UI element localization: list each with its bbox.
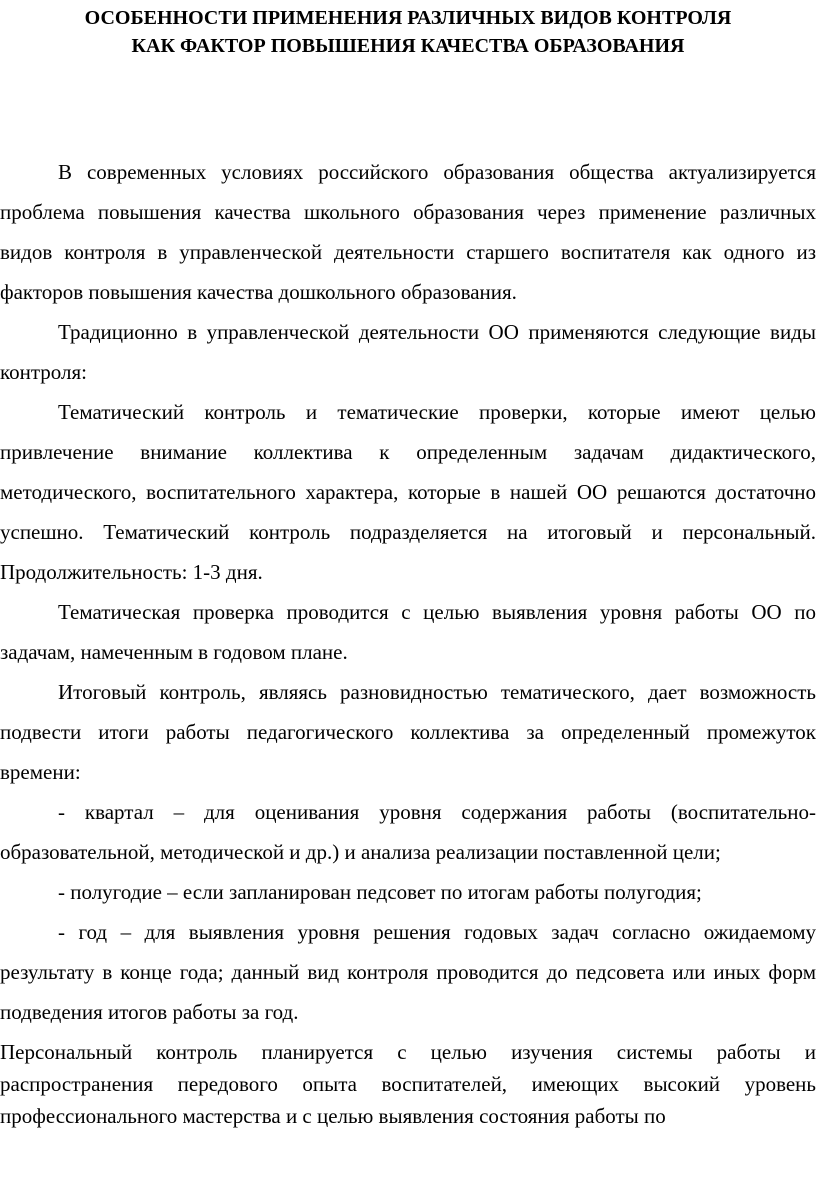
list-item-half-year: - полугодие – если запланирован педсовет по итогам работы полугодия; [58, 880, 702, 904]
paragraph-final-control: Итоговый контроль, являясь разновидностью тематического, дает возможность подвести итоги работы педагогического коллектива за определенный промежуток времени: [0, 680, 816, 784]
paragraph-control-types: Традиционно в управленческой деятельности ОО применяются следующие виды контроля: [0, 320, 816, 384]
paragraph-intro: В современных условиях российского образования общества актуализируется проблема повышения качества школьного образования через применение различных видов контроля в управленческой деятельности старшего воспитателя как одного из факторов повышения качества дошкольного образования. [0, 160, 816, 304]
document-body [0, 152, 816, 1132]
document-title [0, 4, 816, 60]
paragraph-thematic-control: Тематический контроль и тематические проверки, которые имеют целью привлечение внимание коллектива к определенным задачам дидактического, методического, воспитательного характера, которые в нашей ОО решаются достаточно успешно. Тематический контроль подразделяется на итоговый и персональный. Продолжительность: 1-3 дня. [0, 400, 816, 584]
title-line-1: ОСОБЕННОСТИ ПРИМЕНЕНИЯ РАЗЛИЧНЫХ ВИДОВ КОНТРОЛЯ [84, 7, 732, 29]
paragraph-thematic-check: Тематическая проверка проводится с целью выявления уровня работы ОО по задачам, намеченным в годовом плане. [0, 600, 816, 664]
title-line-2: КАК ФАКТОР ПОВЫШЕНИЯ КАЧЕСТВА ОБРАЗОВАНИЯ [131, 35, 685, 57]
list-item-year: - год – для выявления уровня решения годовых задач согласно ожидаемому результату в конце года; данный вид контроля проводится до педсовета или иных форм подведения итогов работы за год. [0, 920, 816, 1024]
paragraph-personal-control: Персональный контроль планируется с целью изучения системы работы и распространения передового опыта воспитателей, имеющих высокий уровень профессионального мастерства и с целью выявления состояния работы по [0, 1040, 816, 1128]
list-item-quarter: - квартал – для оценивания уровня содержания работы (воспитательно-образовательной, методической и др.) и анализа реализации поставленной цели; [0, 800, 816, 864]
